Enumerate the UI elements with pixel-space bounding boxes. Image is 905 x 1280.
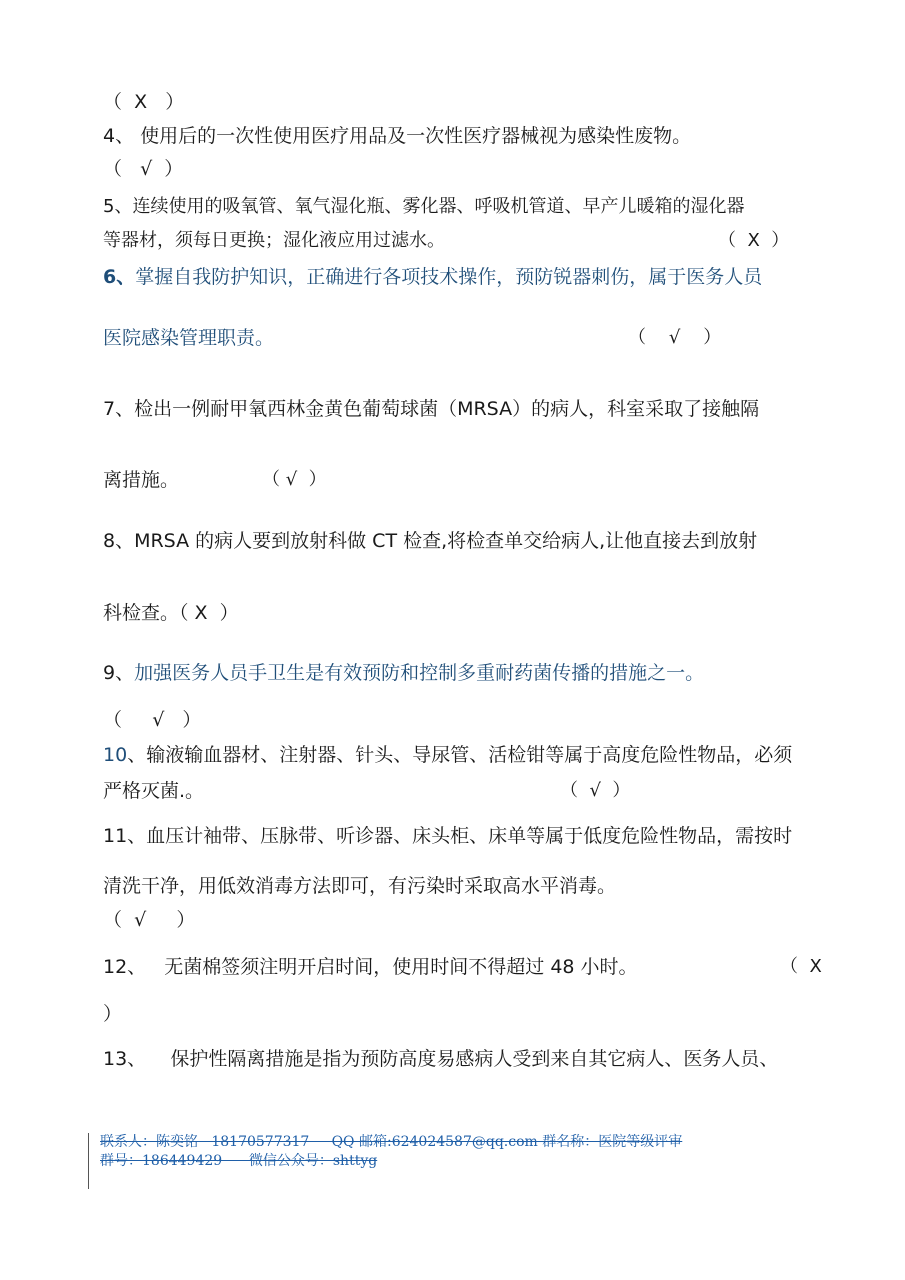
answer-q4: （ √ ） [103,158,184,180]
question-10-number: 10 [103,744,128,766]
question-6-line2: 医院感染管理职责。 [103,327,275,349]
question-9-text: 加强医务人员手卫生是有效预防和控制多重耐药菌传播的措施之一。 [134,662,705,684]
question-10-text: 、输液输血器材、注射器、针头、导尿管、活检钳等属于高度危险性物品，必须 [127,744,793,766]
question-6-line1 [103,265,762,289]
question-5-line2: 等器材，须每日更换；湿化液应用过滤水。 [103,230,445,251]
question-8-line2: 科检查。（ X ） [103,602,239,624]
footer-line1: 联系人：陈奕铭 18170577317 QQ 邮箱:624024587@qq.com 群名称：医院等级评审 [100,1134,683,1150]
footer-contact [100,1133,682,1171]
footer-line2: 群号：186449429 微信公众号：shttyg [100,1153,378,1169]
question-13-line1: 13、 保护性隔离措施是指为预防高度易感病人受到来自其它病人、医务人员、 [103,1048,779,1070]
answer-q6: （ √ ） [628,327,722,348]
answer-q3: （ X ） [103,91,185,113]
answer-q5: （ X ） [718,230,790,251]
question-5-line1: 5、连续使用的吸氧管、氧气湿化瓶、雾化器、呼吸机管道、早产儿暖箱的湿化器 [103,196,745,217]
answer-q7: （ √ ） [262,469,327,490]
question-9-line1 [103,661,704,685]
question-4: 4、 使用后的一次性使用医疗用品及一次性医疗器械视为感染性废物。 [103,125,692,147]
question-12-line1: 12、 无菌棉签须注明开启时间，使用时间不得超过 48 小时。 [103,956,638,978]
answer-q12-close: ） [103,1003,123,1025]
question-9-number: 9、 [103,662,135,684]
answer-q11: （ √ ） [103,909,196,931]
question-10-line1 [103,743,792,767]
footer-divider [88,1133,89,1189]
question-6-number: 6、 [103,266,136,288]
answer-q10: （ √ ） [560,780,631,801]
question-11-line1: 11、血压计袖带、压脉带、听诊器、床头柜、床单等属于低度危险性物品，需按时 [103,825,793,847]
answer-q12: （ X [780,956,822,977]
question-11-line2: 清洗干净，用低效消毒方法即可，有污染时采取高水平消毒。 [103,875,617,897]
question-10-line2: 严格灭菌.。 [103,780,205,802]
question-6-text: 掌握自我防护知识，正确进行各项技术操作，预防锐器刺伤，属于医务人员 [135,266,763,288]
question-7-line2: 离措施。 [103,469,180,491]
question-8-line1: 8、MRSA 的病人要到放射科做 CT 检查,将检查单交给病人,让他直接去到放射 [103,530,758,552]
question-7-line1: 7、检出一例耐甲氧西林金黄色葡萄球菌（MRSA）的病人，科室采取了接触隔 [103,398,760,420]
answer-q9: （ √ ） [103,709,202,731]
